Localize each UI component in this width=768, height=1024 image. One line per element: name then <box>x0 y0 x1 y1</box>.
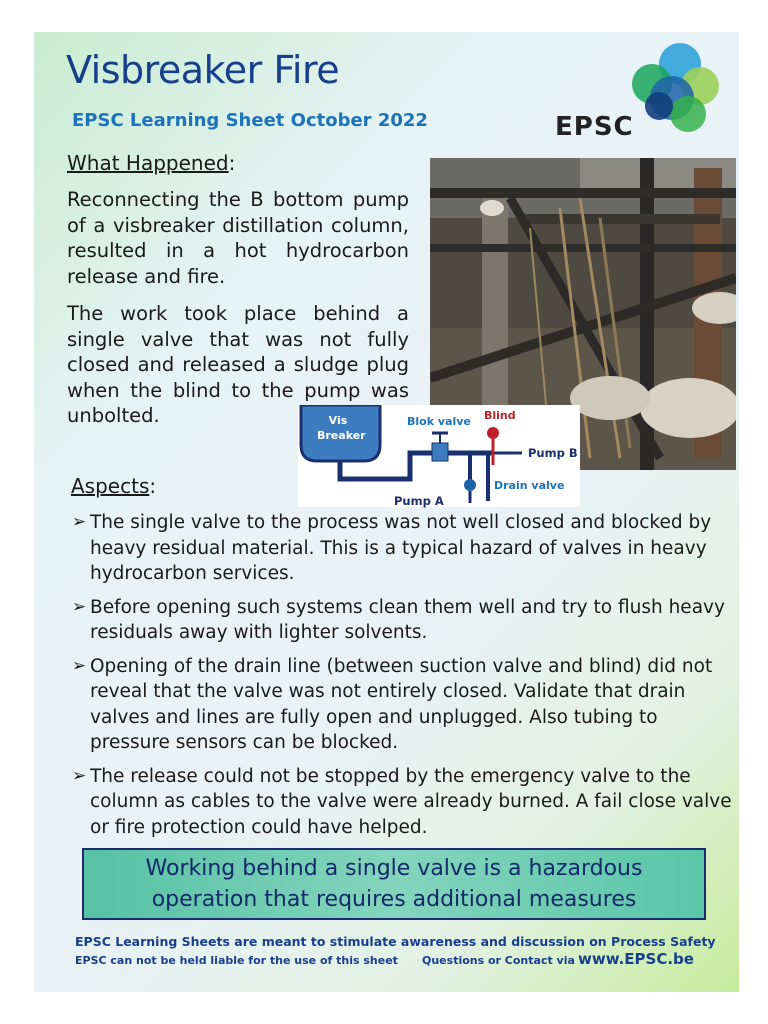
aspects-item: ➢ The single valve to the process was not well closed and blocked by heavy residual material. This is a typical hazard of valves in heavy hydrocarbon services. <box>72 512 712 584</box>
what-happened-paragraph-2: The work took place behind a single valve that was not fully closed and released a sludge plug when the blind to the pump was unbolted. <box>67 302 409 427</box>
aspects-heading: Aspects: <box>71 474 157 498</box>
page-title: Visbreaker Fire <box>66 48 340 92</box>
callout-line-1: Working behind a single valve is a hazardous <box>145 856 643 881</box>
aspects-item: ➢ Before opening such systems clean them well and try to flush heavy residuals away with lighter solvents. <box>72 596 725 643</box>
schematic-pump-a-label: Pump A <box>394 494 444 508</box>
aspects-list <box>72 510 732 848</box>
footer-disclaimer: EPSC Learning Sheets are meant to stimulate awareness and discussion on Process Safety <box>75 934 716 949</box>
schematic-blind-label: Blind <box>484 409 516 422</box>
learning-sheet <box>34 32 739 992</box>
footer-website-link[interactable]: www.EPSC.be <box>578 950 694 968</box>
schematic-vessel-label: Vis Breaker <box>317 414 366 442</box>
arrow-bullet-icon: ➢ <box>72 765 87 786</box>
schematic-pump-b-label: Pump B <box>528 446 578 460</box>
epsc-logo-text: EPSC <box>555 112 634 142</box>
what-happened-paragraph-1: Reconnecting the B bottom pump of a visbreaker distillation column, resulted in a hot hydrocarbon release and fire. <box>67 188 409 288</box>
arrow-bullet-icon: ➢ <box>72 596 87 617</box>
arrow-bullet-icon: ➢ <box>72 655 87 676</box>
aspects-item: ➢ The release could not be stopped by the emergency valve to the column as cables to the valve were already burned. A fail close valve or fire protection could have helped. <box>72 765 732 838</box>
aspects-item: ➢ Opening of the drain line (between suction valve and blind) did not reveal that the valve was not entirely closed. Validate that drain valves and lines are fully open and unplugged. Also tubing to pressure sensors can be blocked. <box>72 655 713 753</box>
schematic-drain-valve-label: Drain valve <box>494 479 565 492</box>
page-subtitle: EPSC Learning Sheet October 2022 <box>72 110 428 131</box>
footer-liability: EPSC can not be held liable for the use of this sheet <box>75 954 398 967</box>
key-message-callout <box>82 848 706 920</box>
arrow-bullet-icon: ➢ <box>72 512 87 532</box>
footer-contact-label: Questions or Contact via <box>422 954 575 967</box>
what-happened-heading: What Happened: <box>67 151 236 175</box>
schematic-blok-valve-label: Blok valve <box>407 415 471 428</box>
callout-line-2: operation that requires additional measures <box>151 887 637 912</box>
